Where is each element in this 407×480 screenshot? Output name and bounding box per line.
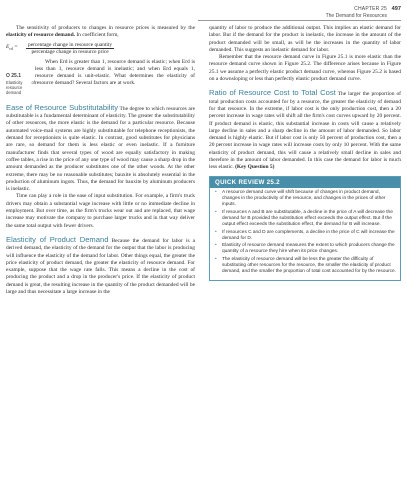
quick-review-item: • The elasticity of resource demand will be less the greater the difficulty of substituting other resources for the resource, the smaller the elasticity of product demand, and the smaller the proportion of total cost accounted for by the resource. xyxy=(214,257,396,275)
page-number: 497 xyxy=(391,6,401,12)
formula-fraction xyxy=(26,42,114,56)
time-paragraph: Time can play a role in the ease of input substitution. For example, a firm's truck drivers may obtain a substantial wage increase with little or no immediate decline in employment. But over time, as the firm's trucks wear out and are replaced, that wage increase may motivate the company to purchase larger trucks and in that way deliver the same total output with fewer drivers. xyxy=(6,193,195,229)
elasticity-paragraph xyxy=(35,59,195,95)
figure-comparison-paragraph: Remember that the resource demand curve in Figure 25.1 is more elastic than the resource demand curve shown in Figure 25.2. The difference arises because in Figure 25.1 we assume a perfectly elastic product demand curve, whereas Figure 25.2 is based on a downsloping or less than perfectly elastic product demand curve. xyxy=(209,54,401,83)
quick-review-item: • If resources A and B are substitutable, a decline in the price of A will decrease the demand for B provided the substitution effect exceeds the output effect. But if the output effect exceeds the substitution effect, the demand for B will increase. xyxy=(214,210,396,228)
right-column xyxy=(209,25,401,281)
section-body-substitutability: The degree to which resources are substitutable is a fundamental determinant of elasticity. The greater the substitutability of other resources, the more elastic is the demand for a particular resource. Because automated voice-mail systems are highly substitutable for telephone receptionists, the demand for receptionists is quite elastic. In contrast, good substitutes for physicians are rare, so demand for them is less elastic or even inelastic. If a furniture manufacturer finds that several types of wood are equally satisfactory in making coffee tables, a rise in the price of any one type of wood may cause a sharp drop in the amount demanded as the producer substitutes one of the other woods. At the other extreme, there may be no reasonable substitutes; bauxite is absolutely essential in the production of aluminum ingots. Thus, the demand for bauxite by aluminum producers is inelastic. xyxy=(6,105,195,193)
left-column xyxy=(6,25,195,296)
elasticity-text: When Erd is greater than 1, resource demand is elastic; when Erd is less than 1, resource demand is inelastic; and when Erd equals 1, resource demand is unit-elastic. What determines the elasticity of resource demand? Several factors are at work. xyxy=(35,58,195,87)
key-question-ref: (Key Question 5) xyxy=(235,164,275,171)
section-substitutability xyxy=(6,103,195,194)
running-header xyxy=(326,6,401,19)
quick-review-box xyxy=(209,176,401,281)
elasticity-formula xyxy=(6,42,195,56)
header-rule xyxy=(198,20,401,21)
intro-paragraph: The sensitivity of producers to changes in resource prices is measured by the elasticity of resource demand. In coefficient form, xyxy=(6,25,195,39)
quick-review-title: QUICK REVIEW 25.2 xyxy=(210,177,400,188)
section-title-product-demand: Elasticity of Product Demand xyxy=(6,234,109,244)
quick-review-item: • Elasticity of resource demand measures the extent to which producers change the quantity of a resource they hire when its price changes. xyxy=(214,243,396,255)
lo-label: Elasticity of resource demand xyxy=(6,79,35,95)
formula-denominator: percentage change in resource price xyxy=(31,49,109,56)
chapter-label: CHAPTER 25 xyxy=(354,6,387,12)
section-body-product-demand: Because the demand for labor is a derived demand, the elasticity of the demand for the output that the labor is producing will influence the elasticity of the demand for labor. Other things equal, the greater the price elasticity of product demand, the greater the elasticity of resource demand. For example, suppose that the wage rate falls. This means a decline in the cost of producing the product and a drop in the producer's price. If the elasticity of product demand is great, the resulting increase in the quantity of the product demanded will be large and thus necessitate a large increase in the xyxy=(6,237,196,296)
section-title-cost-ratio: Ratio of Resource Cost to Total Cost xyxy=(209,88,336,98)
formula-lhs: $E_{rd}$ = xyxy=(6,44,18,52)
quick-review-list xyxy=(210,188,400,280)
section-cost-ratio xyxy=(209,88,401,171)
continued-paragraph: quantity of labor to produce the additional output. This implies an elastic demand for labor. But if the demand for the product is inelastic, the increase in the amount of the product demanded will be small, as will be the increases in the quantity of labor demanded. This suggests an inelastic demand for labor. xyxy=(209,25,401,53)
quick-review-item: • A resource demand curve will shift because of changes in product demand, changes in the productivity of the resource, and changes in the prices of other inputs. xyxy=(214,190,396,208)
chapter-subtitle: The Demand for Resources xyxy=(325,13,387,19)
learning-objective-block xyxy=(6,59,195,95)
section-product-demand xyxy=(6,235,195,296)
learning-objective-tag xyxy=(6,59,35,95)
section-title-substitutability: Ease of Resource Substitutability xyxy=(6,102,119,112)
quick-review-item: • If resources C and D are complements, a decline in the price of C will increase the demand for D. xyxy=(214,230,396,242)
lo-code: O 25.1 xyxy=(6,72,22,79)
section-body-cost-ratio: The larger the proportion of total production costs accounted for by a resource, the greater the elasticity of demand for that resource. In the extreme, if labor cost is the only production cost, then a 20 percent increase in wage rates will shift all the firm's cost curves upward by 20 percent. If product demand is elastic, this substantial increase in costs will cause a relatively large decline in sales and a sharp decline in the amount of labor demanded. So labor demand is highly elastic. But if labor cost is only 50 percent of production cost, then a 20 percent increase in wage rates will increase costs by only 10 percent. With the same elasticity of product demand, this will cause a relatively small decline in sales and therefore in the amount of labor demanded. In this case the demand for labor is much less elastic. xyxy=(209,91,401,171)
formula-numerator: percentage change in resource quantity xyxy=(28,41,113,48)
